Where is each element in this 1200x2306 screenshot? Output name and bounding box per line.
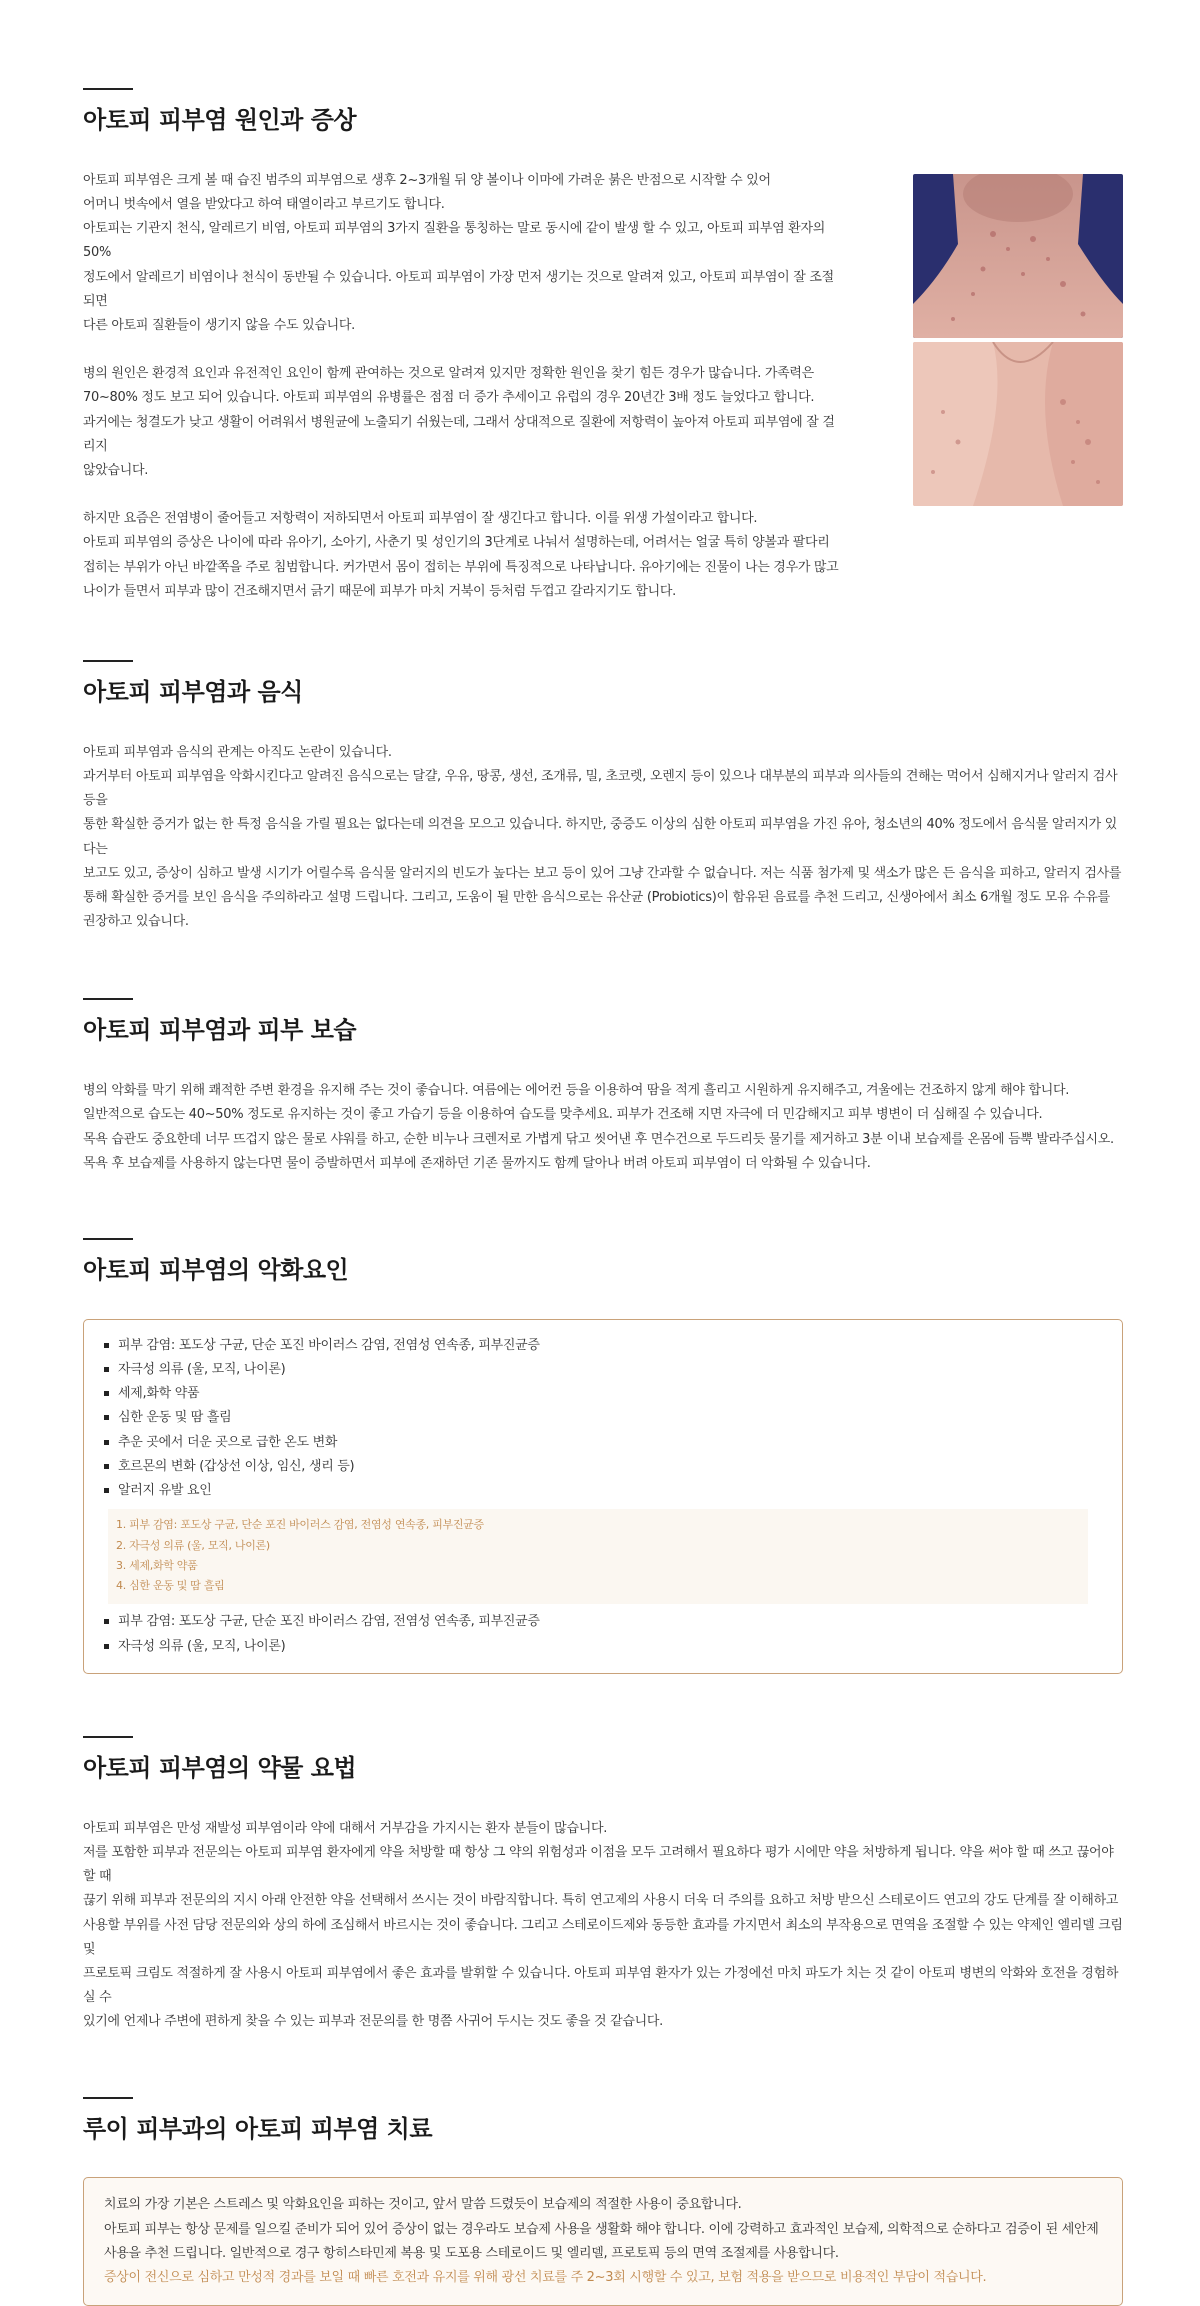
paragraph-line: 있기에 언제나 주변에 편하게 찾을 수 있는 피부과 전문의를 한 명쯤 사귀어 두시는 것도 좋을 것 같습니다.	[83, 2014, 663, 2030]
section-title: 아토피 피부염과 음식	[83, 678, 303, 707]
section-causes	[83, 88, 1123, 604]
factor-list	[104, 1334, 1102, 1503]
section-food	[83, 660, 1123, 934]
paragraph-line: 치료의 가장 기본은 스트레스 및 악화요인을 피하는 것이고, 앞서 말씀 드렸듯이 보습제의 적절한 사용이 중요합니다.	[104, 2197, 742, 2213]
body-rash-photo	[913, 342, 1123, 506]
list-item: 심한 운동 및 땀 흘림	[104, 1406, 1102, 1430]
section-title: 아토피 피부염 원인과 증상	[83, 106, 357, 134]
section-treatment	[83, 2097, 1123, 2306]
section-medication	[83, 1736, 1123, 2035]
paragraph-line: 70~80% 정도 보고 되어 있습니다. 아토피 피부염의 유병률은 점점 더 증가 추세이고 유럽의 경우 20년간 3배 정도 늘었다고 합니다.	[83, 390, 815, 406]
section-title: 아토피 피부염의 약물 요법	[83, 1753, 357, 1782]
highlight-line: 증상이 전신으로 심하고 만성적 경과를 보일 때 빠른 호전과 유지를 위해 광선 치료를 주 2~3회 시행할 수 있고, 보험 적용을 받으므로 비용적인 부담이 적습니다.	[104, 2269, 987, 2285]
paragraph-line: 다른 아토피 질환들이 생기지 않을 수도 있습니다.	[83, 318, 355, 334]
section-moisture	[83, 998, 1123, 1176]
factor-list-continued	[104, 1610, 1102, 1658]
section-title: 아토피 피부염과 피부 보습	[83, 1016, 357, 1045]
paragraph-line: 과거부터 아토피 피부염을 악화시킨다고 알려진 음식으로는 달걀, 우유, 땅콩, 생선, 조개류, 밀, 초코렛, 오렌지 등이 있으나 대부분의 피부과 의사들의 견해는 먹어서 심해지거나 알러지 검사 등을	[83, 769, 1118, 809]
paragraph-line: 아토피 피부염은 크게 볼 때 습진 범주의 피부염으로 생후 2~3개월 뒤 양 볼이나 이마에 가려운 붉은 반점으로 시작할 수 있어	[83, 172, 771, 188]
paragraph-line: 저를 포함한 피부과 전문의는 아토피 피부염 환자에게 약을 처방할 때 항상 그 약의 위험성과 이점을 모두 고려해서 필요하다 평가 시에만 약을 처방하게 됩니다. 약을 써야 할 때 쓰고 끊어야 할 때	[83, 1844, 1114, 1885]
paragraph-line: 일반적으로 습도는 40~50% 정도로 유지하는 것이 좋고 가습기 등을 이용하여 습도를 맞추세요. 피부가 건조해 지면 자극에 더 민감해지고 피부 병변이 더 심해질 수 있습니다.	[83, 1107, 1043, 1123]
list-item: 피부 감염: 포도상 구균, 단순 포진 바이러스 감염, 전염성 연속종, 피부진균증	[104, 1334, 1102, 1358]
sublist-item: 1. 피부 감염: 포도상 구균, 단순 포진 바이러스 감염, 전염성 연속종, 피부진균증	[116, 1518, 484, 1532]
list-item: 추운 곳에서 더운 곳으로 급한 온도 변화	[104, 1431, 1102, 1455]
paragraph-line: 권장하고 있습니다.	[83, 914, 189, 930]
list-item: 세제,화학 약품	[104, 1382, 1102, 1406]
paragraph-line: 아토피는 기관지 천식, 알레르기 비염, 아토피 피부염의 3가지 질환을 통칭하는 말로 동시에 같이 발생 할 수 있고, 아토피 피부염 환자의 50%	[83, 221, 825, 261]
paragraph-line: 접히는 부위가 아닌 바깥쪽을 주로 침범합니다. 커가면서 몸이 접히는 부위에 특징적으로 나타납니다. 유아기에는 진물이 나는 경우가 많고	[83, 559, 839, 575]
paragraph-line: 아토피 피부염과 음식의 관계는 아직도 논란이 있습니다.	[83, 744, 392, 760]
section-aggravating	[83, 1238, 1123, 1674]
paragraph-line: 정도에서 알레르기 비염이나 천식이 동반될 수 있습니다. 아토피 피부염이 가장 먼저 생기는 것으로 알려져 있고, 아토피 피부염이 잘 조절되면	[83, 269, 834, 309]
paragraph-line: 통해 확실한 증거를 보인 음식을 주의하라고 설명 드립니다. 그리고, 도움이 될 만한 음식으로는 유산균 (Probiotics)이 함유된 음료를 추천 드리고, 신생아에서 최소 6개월 정도 모유 수유를	[83, 890, 1110, 906]
food-text	[83, 741, 1123, 935]
section-rule	[83, 1238, 133, 1240]
causes-text	[83, 169, 843, 604]
symptom-photos	[913, 174, 1123, 604]
paragraph-line: 사용을 추천 드립니다. 일반적으로 경구 항히스타민제 복용 및 도포용 스테로이드 및 엘리델, 프로토픽 등의 면역 조절제를 사용합니다.	[104, 2245, 839, 2261]
neck-rash-photo	[913, 174, 1123, 338]
paragraph-line: 프로토픽 크림도 적절하게 잘 사용시 아토피 피부염에서 좋은 효과를 발휘할 수 있습니다. 아토피 피부염 환자가 있는 가정에선 마치 파도가 치는 것 같이 아토피 병변의 악화와 호전을 경험하실 수	[83, 1965, 1119, 2006]
sublist-item: 4. 심한 운동 및 땀 흘림	[116, 1579, 225, 1593]
section-rule	[83, 1736, 133, 1738]
paragraph-line: 과거에는 청결도가 낮고 생활이 어려워서 병원균에 노출되기 쉬웠는데, 그래서 상대적으로 질환에 저항력이 높아져 아토피 피부염에 잘 걸리지	[83, 414, 835, 454]
list-item: 자극성 의류 (울, 모직, 나이론)	[104, 1635, 1102, 1659]
list-item: 피부 감염: 포도상 구균, 단순 포진 바이러스 감염, 전염성 연속종, 피부진균증	[104, 1610, 1102, 1634]
paragraph-line: 병의 악화를 막기 위해 쾌적한 주변 환경을 유지해 주는 것이 좋습니다. 여름에는 에어컨 등을 이용하여 땀을 적게 흘리고 시원하게 유지해주고, 겨울에는 건조하지 않게 해야 합니다.	[83, 1083, 1070, 1099]
paragraph-line: 않았습니다.	[83, 463, 149, 479]
paragraph-line: 아토피 피부염의 증상은 나이에 따라 유아기, 소아기, 사춘기 및 성인기의 3단계로 나눠서 설명하는데, 어려서는 얼굴 특히 양볼과 팔다리	[83, 535, 830, 551]
allergy-sublist	[108, 1509, 1088, 1604]
paragraph-line: 하지만 요즘은 전염병이 줄어들고 저항력이 저하되면서 아토피 피부염이 잘 생긴다고 합니다. 이를 위생 가설이라고 합니다.	[83, 511, 758, 527]
paragraph-line: 아토피 피부염은 만성 재발성 피부염이라 약에 대해서 거부감을 가지시는 환자 분들이 많습니다.	[83, 1820, 608, 1836]
list-item: 알러지 유발 요인	[104, 1479, 1102, 1503]
paragraph-line: 사용할 부위를 사전 담당 전문의와 상의 하에 조심해서 바르시는 것이 좋습니다. 그리고 스테로이드제와 동등한 효과를 가지면서 최소의 부작용으로 면역을 조절할 수 있는 약제인 엘리델 크림 및	[83, 1917, 1123, 1957]
section-rule	[83, 998, 133, 1000]
section-rule	[83, 660, 133, 662]
section-rule	[83, 2097, 133, 2099]
paragraph-line: 목욕 습관도 중요한데 너무 뜨겁지 않은 물로 샤워를 하고, 순한 비누나 크렌저로 가볍게 닦고 씻어낸 후 면수건으로 두드리듯 물기를 제거하고 3분 이내 보습제를 온몸에 듬뿍 발라주십시오.	[83, 1131, 1114, 1147]
paragraph-line: 보고도 있고, 증상이 심하고 발생 시기가 어릴수록 음식물 알러지의 빈도가 높다는 보고 등이 있어 그냥 간과할 수 없습니다. 저는 식품 첨가제 및 색소가 많은 든 음식을 피하고, 알러지 검사를	[83, 865, 1122, 881]
paragraph-line: 끊기 위해 피부과 전문의의 지시 아래 안전한 약을 선택해서 쓰시는 것이 바람직합니다. 특히 연고제의 사용시 더욱 더 주의를 요하고 처방 받으신 스테로이드 연고의 강도 단계를 잘 이해하고	[83, 1893, 1119, 1909]
paragraph-line: 어머니 벗속에서 열을 받았다고 하여 태열이라고 부르기도 합니다.	[83, 197, 445, 212]
medication-text	[83, 1817, 1123, 2035]
sublist-item: 3. 세제,화학 약품	[116, 1558, 198, 1572]
paragraph-line: 통한 확실한 증거가 없는 한 특정 음식을 가릴 필요는 없다는데 의견을 모으고 있습니다. 하지만, 중증도 이상의 심한 아토피 피부염을 가진 유아, 청소년의 40% 정도에서 음식물 알러지가 있다는	[83, 817, 1117, 857]
treatment-box	[83, 2177, 1123, 2306]
paragraph-line: 병의 원인은 환경적 요인과 유전적인 요인이 함께 관여하는 것으로 알려져 있지만 정확한 원인을 찾기 힘든 경우가 많습니다. 가족력은	[83, 366, 814, 382]
paragraph-line: 목욕 후 보습제를 사용하지 않는다면 물이 증발하면서 피부에 존재하던 기존 물까지도 함께 달아나 버려 아토피 피부염이 더 악화될 수 있습니다.	[83, 1155, 871, 1171]
section-rule	[83, 88, 133, 90]
section-title: 아토피 피부염의 악화요인	[83, 1256, 349, 1285]
sublist-item: 2. 자극성 의류 (울, 모직, 나이론)	[116, 1538, 270, 1552]
moisture-text	[83, 1079, 1123, 1176]
aggravating-factors-box	[83, 1319, 1123, 1674]
paragraph-line: 나이가 들면서 피부과 많이 건조해지면서 긁기 때문에 피부가 마치 거북이 등처럼 두껍고 갈라지기도 합니다.	[83, 583, 677, 599]
section-title: 루이 피부과의 아토피 피부염 치료	[83, 2114, 432, 2143]
list-item: 자극성 의류 (울, 모직, 나이론)	[104, 1358, 1102, 1382]
paragraph-line: 아토피 피부는 항상 문제를 일으킬 준비가 되어 있어 증상이 없는 경우라도 보습제 사용을 생활화 해야 합니다. 이에 강력하고 효과적인 보습제, 의학적으로 순하다고 검증이 된 세안제	[104, 2221, 1099, 2237]
list-item: 호르몬의 변화 (갑상선 이상, 임신, 생리 등)	[104, 1455, 1102, 1479]
